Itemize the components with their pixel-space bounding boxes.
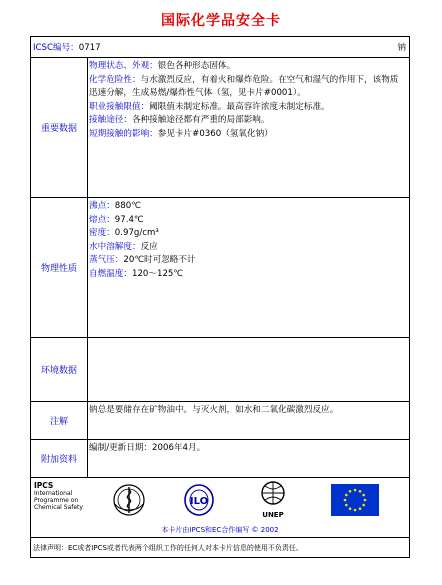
legal-notice: 法律声明：EC或者IPCS或者代表两个组织工作的任何人对本卡片信息的使用不负责任。 [33,544,303,552]
hazard-item: 职业接触限值：阈限值未制定标准。最高容许浓度未制定标准。 [89,101,330,112]
notes-content: 钠总是要储存在矿物油中。与灭火剂，如水和二氧化碳激烈反应。 [89,405,339,415]
property-item: 沸点：880℃ [89,201,141,211]
hazards-label: 重要数据 [31,58,88,197]
who-emblem-icon [111,482,147,518]
hazards-content [89,60,406,142]
logos-section [31,478,409,538]
additional-content: 编制/更新日期：2006年4月。 [89,443,206,453]
property-item: 密度：0.97g/cm³ [89,228,159,239]
ilo-emblem-icon [181,482,217,518]
environment-section [31,338,409,402]
property-item: 蒸气压：20℃时可忽略不计 [89,255,196,266]
unep-label: UNEP [262,511,284,519]
substance-name: 钠 [397,43,406,53]
icsc-number [33,41,101,53]
property-item: 熔点：97.4℃ [89,214,144,225]
svg-text:ILO: ILO [189,496,209,507]
hazard-item: 化学危险性：与水激烈反应，有着火和爆炸危险。在空气和湿气的作用下，该物质迅速分解，生成易燃/爆炸性气体（氢，见卡片#0001）。 [89,74,399,99]
hazard-item: 物理状态、外观：银色各种形态固体。 [89,61,236,71]
notes-label: 注解 [31,402,88,439]
physical-section [31,198,409,338]
environment-label: 环境数据 [31,338,88,401]
hazard-item: 短期接触的影响：参见卡片#0360（氢氧化钠） [89,128,273,139]
card-title: 国际化学品安全卡 [161,13,281,29]
property-item: 自燃温度：120～125℃ [89,268,184,279]
additional-label: 附加资料 [31,440,88,477]
property-item: 水中溶解度：反应 [89,241,158,252]
ipcs-logo: IPCS International Programme on Chemical Safety [34,481,83,511]
hazard-item: 接触途径：各种接触途径都有严重的局部影响。 [89,115,270,126]
card-header [31,37,409,58]
unep-emblem-icon [255,480,291,512]
additional-section [31,440,409,478]
eu-flag-icon [331,484,379,516]
icsc-label: ICSC编号： [33,43,79,53]
icsc-value: 0717 [78,43,101,53]
physical-content [89,200,406,282]
safety-card [30,36,410,558]
hazards-section [31,58,409,198]
notes-section [31,402,409,440]
physical-label: 物理性质 [31,198,88,337]
credit-text: 本卡片由IPCS和EC合作编写 © 2002 [161,526,279,534]
